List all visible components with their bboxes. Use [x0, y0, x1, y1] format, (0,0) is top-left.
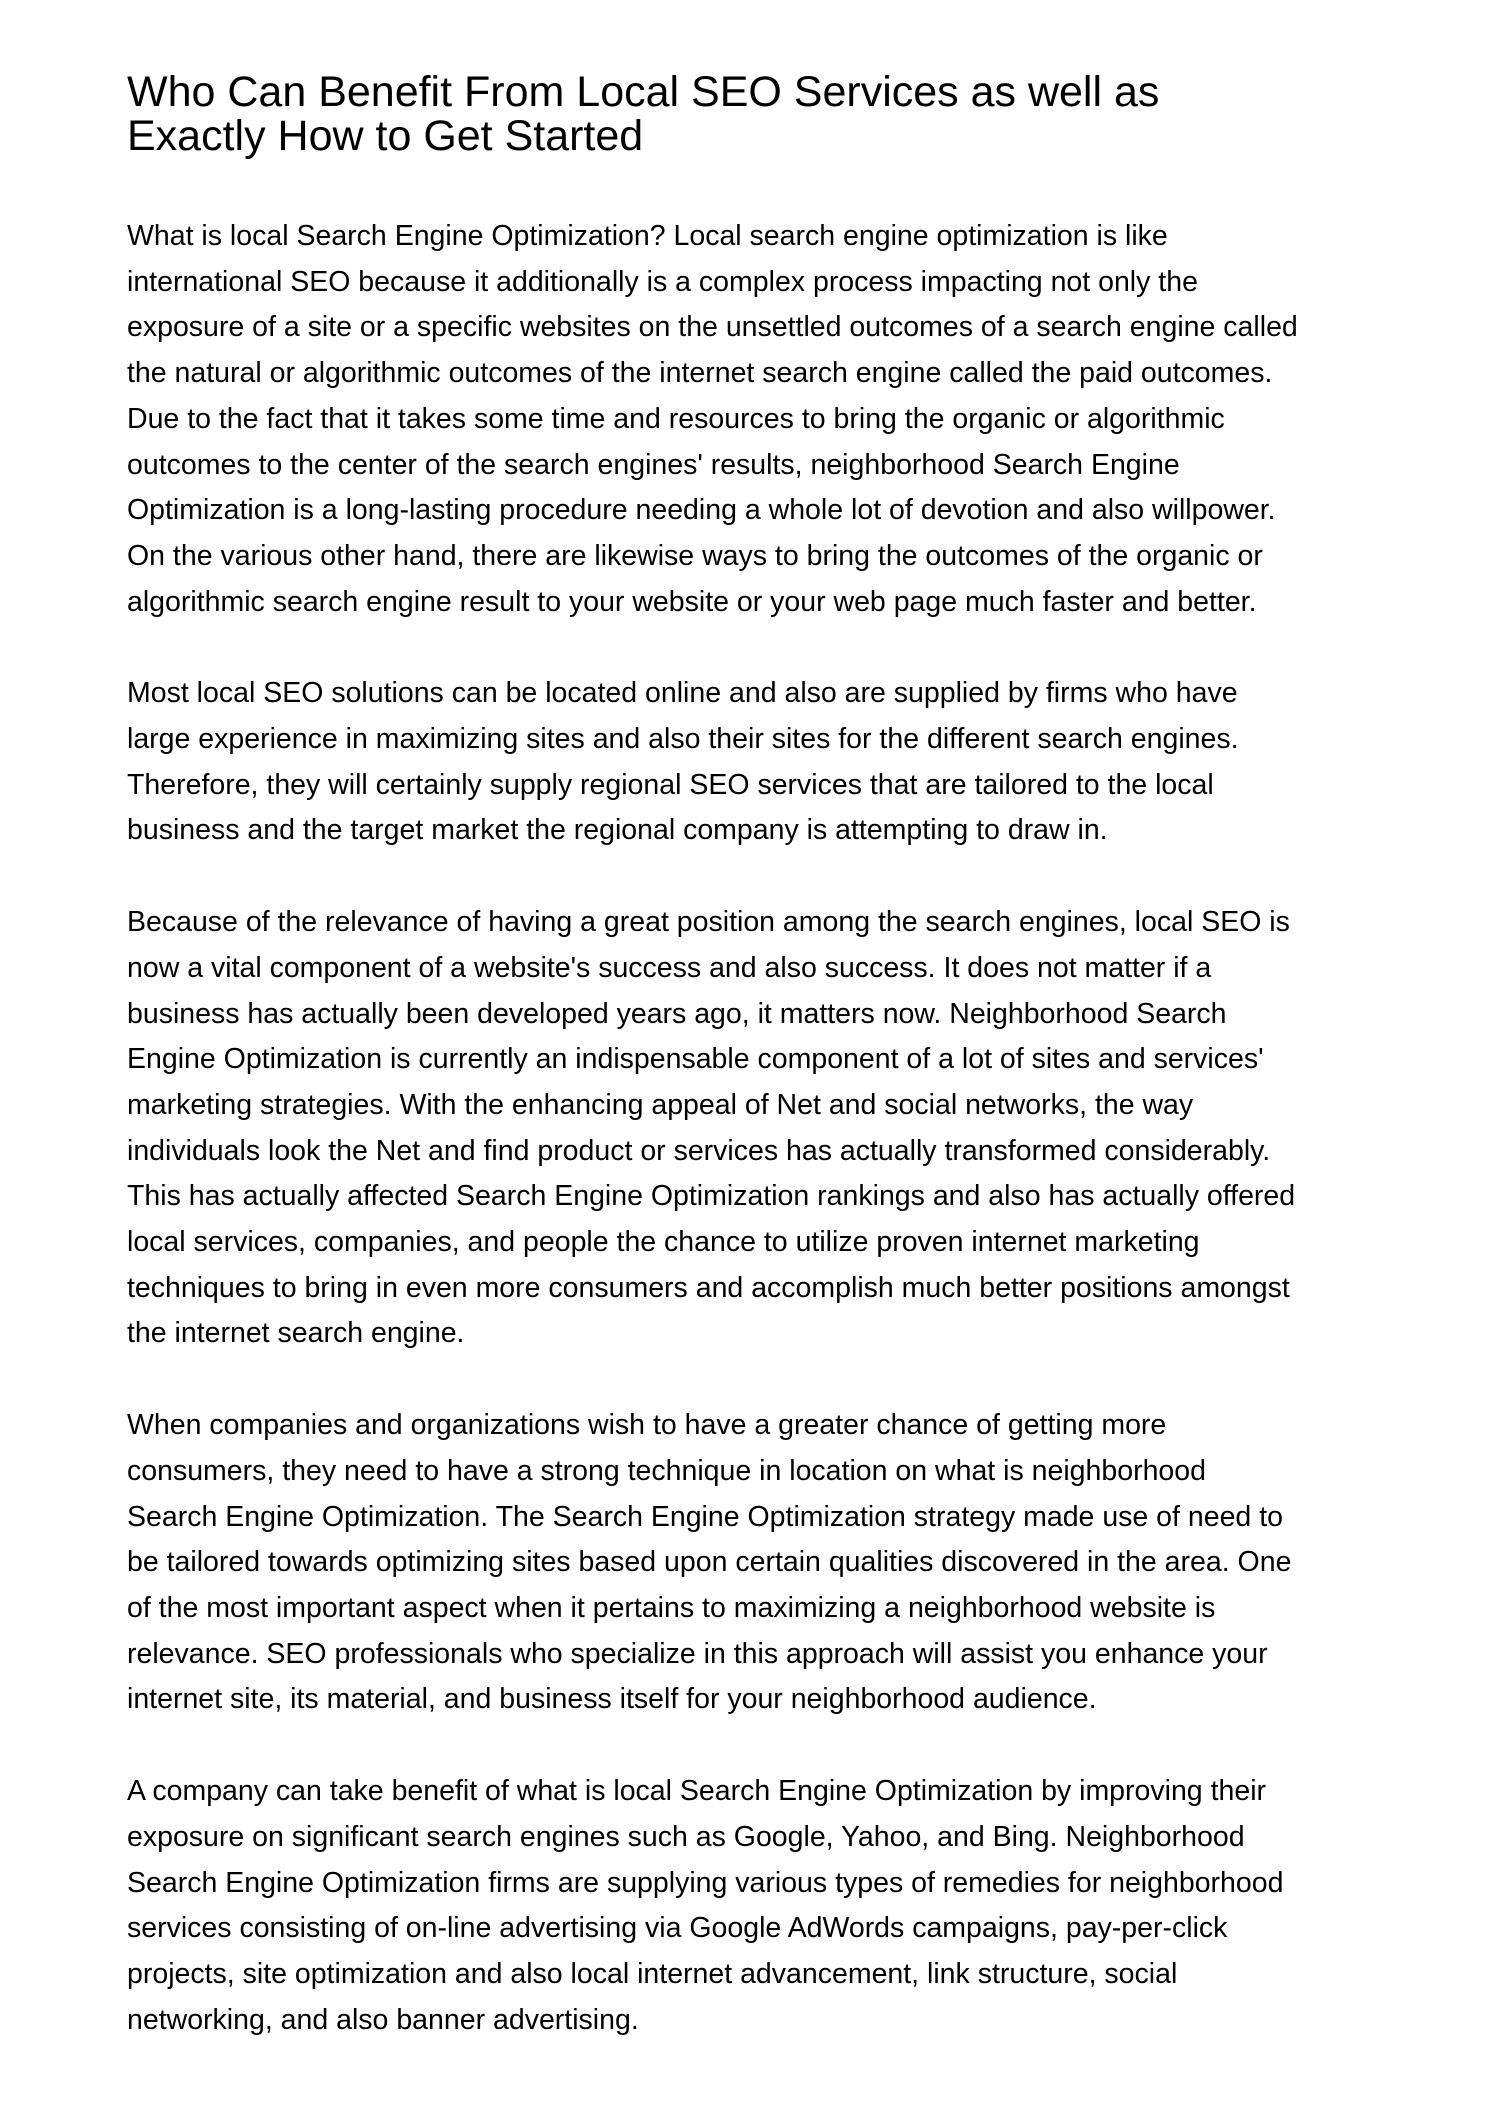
text-line: When companies and organizations wish to have a greater chance of getting more [127, 1409, 1167, 1442]
text-line: algorithmic search engine result to your website or your web page much faster and better. [127, 585, 1257, 618]
text-line: large experience in maximizing sites and also their sites for the different search engines. [127, 723, 1239, 756]
text-line: marketing strategies. With the enhancing appeal of Net and social networks, the way [127, 1088, 1194, 1121]
text-line: networking, and also banner advertising. [127, 2003, 639, 2036]
paragraph-4 [127, 1403, 1427, 1723]
text-line: be tailored towards optimizing sites based upon certain qualities discovered in the area. One [127, 1546, 1292, 1579]
text-line: Because of the relevance of having a great position among the search engines, local SEO is [127, 906, 1290, 939]
text-line: of the most important aspect when it pertains to maximizing a neighborhood website is [127, 1591, 1216, 1624]
paragraph-3 [127, 900, 1427, 1357]
text-line: outcomes to the center of the search engines' results, neighborhood Search Engine [127, 448, 1180, 481]
text-line: Engine Optimization is currently an indispensable component of a lot of sites and services' [127, 1043, 1264, 1076]
text-line: On the various other hand, there are likewise ways to bring the outcomes of the organic or [127, 539, 1263, 572]
text-line: Search Engine Optimization firms are supplying various types of remedies for neighborhood [127, 1866, 1284, 1899]
text-line: A company can take benefit of what is local Search Engine Optimization by improving their [127, 1775, 1267, 1808]
text-line: Therefore, they will certainly supply regional SEO services that are tailored to the local [127, 768, 1214, 801]
text-line: individuals look the Net and find product or services has actually transformed considerably. [127, 1134, 1271, 1167]
text-line: techniques to bring in even more consumers and accomplish much better positions amongst [127, 1271, 1290, 1304]
document-body [127, 214, 1427, 2089]
text-line: services consisting of on-line advertising via Google AdWords campaigns, pay-per-click [127, 1912, 1228, 1945]
text-line: relevance. SEO professionals who specialize in this approach will assist you enhance your [127, 1637, 1268, 1670]
paragraph-1 [127, 214, 1427, 625]
text-line: exposure on significant search engines such as Google, Yahoo, and Bing. Neighborhood [127, 1820, 1245, 1853]
text-line: Due to the fact that it takes some time and resources to bring the organic or algorithmic [127, 402, 1225, 435]
text-line: This has actually affected Search Engine Optimization rankings and also has actually offered [127, 1180, 1296, 1213]
text-line: Search Engine Optimization. The Search Engine Optimization strategy made use of need to [127, 1500, 1283, 1533]
text-line: local services, companies, and people the chance to utilize proven internet marketing [127, 1226, 1200, 1259]
text-line: business has actually been developed years ago, it matters now. Neighborhood Search [127, 997, 1227, 1030]
title-line: Who Can Benefit From Local SEO Services as well as [127, 68, 1160, 116]
text-line: internet site, its material, and business itself for your neighborhood audience. [127, 1683, 1097, 1716]
text-line: Optimization is a long-lasting procedure needing a whole lot of devotion and also willpower. [127, 494, 1276, 527]
text-line: now a vital component of a website's success and also success. It does not matter if a [127, 951, 1212, 984]
text-line: What is local Search Engine Optimization? Local search engine optimization is like [127, 220, 1168, 252]
text-line: international SEO because it additionally is a complex process impacting not only the [127, 265, 1198, 298]
text-line: business and the target market the regional company is attempting to draw in. [127, 814, 1108, 847]
text-line: the natural or algorithmic outcomes of the internet search engine called the paid outcomes. [127, 357, 1273, 390]
text-line: consumers, they need to have a strong technique in location on what is neighborhood [127, 1454, 1206, 1487]
text-line: the internet search engine. [127, 1317, 465, 1350]
text-line: projects, site optimization and also local internet advancement, link structure, social [127, 1957, 1178, 1990]
title-line: Exactly How to Get Started [127, 112, 644, 160]
paragraph-5 [127, 1769, 1427, 2043]
text-line: exposure of a site or a specific websites on the unsettled outcomes of a search engine called [127, 311, 1298, 344]
text-line: Most local SEO solutions can be located online and also are supplied by firms who have [127, 677, 1238, 710]
page-title [127, 70, 1387, 158]
paragraph-2 [127, 671, 1427, 854]
